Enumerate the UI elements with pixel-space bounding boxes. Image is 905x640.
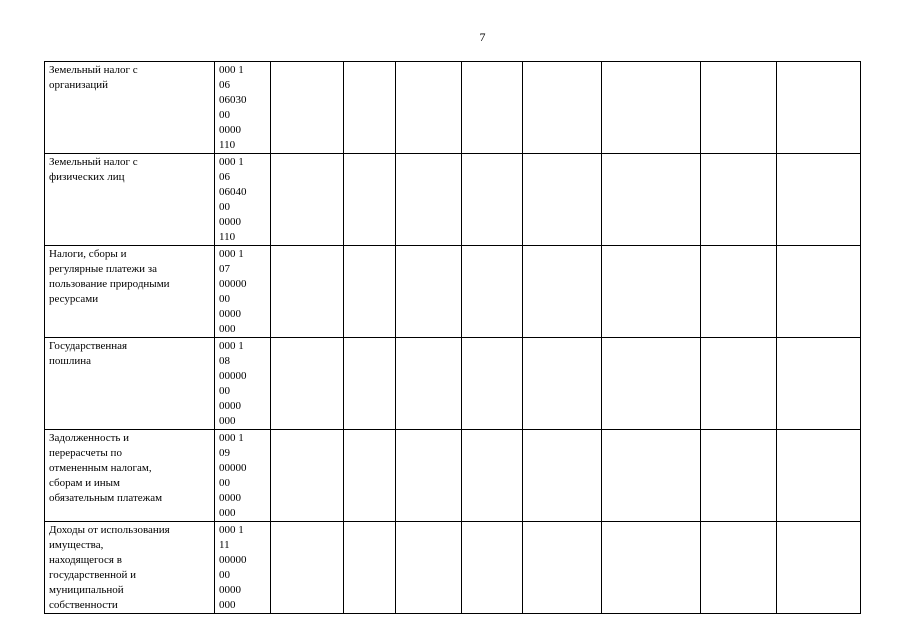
table-body — [45, 62, 861, 614]
value-cell — [523, 522, 602, 614]
value-cell — [777, 62, 861, 154]
value-cell — [602, 430, 701, 522]
value-cell — [462, 62, 523, 154]
revenue-name-cell — [45, 522, 215, 614]
value-cell — [344, 62, 396, 154]
value-cell — [344, 430, 396, 522]
value-cell — [396, 430, 462, 522]
value-cell — [523, 338, 602, 430]
budget-code-cell — [215, 246, 271, 338]
revenue-name: Доходы от использования имущества, находящегося в государственной и муниципальной собственности — [49, 524, 170, 611]
budget-code-cell — [215, 154, 271, 246]
budget-code-cell — [215, 522, 271, 614]
value-cell — [602, 154, 701, 246]
table-row — [45, 430, 861, 522]
value-cell — [777, 246, 861, 338]
revenue-name: Земельный налог с физических лиц — [49, 156, 138, 183]
value-cell — [701, 338, 777, 430]
value-cell — [523, 62, 602, 154]
revenue-name: Налоги, сборы и регулярные платежи за пользование природными ресурсами — [49, 248, 170, 305]
page-number: 7 — [479, 30, 486, 44]
budget-code-cell — [215, 338, 271, 430]
value-cell — [344, 246, 396, 338]
table-row — [45, 246, 861, 338]
value-cell — [396, 154, 462, 246]
value-cell — [462, 522, 523, 614]
value-cell — [396, 62, 462, 154]
budget-code-cell — [215, 430, 271, 522]
budget-code-cell — [215, 62, 271, 154]
revenue-name: Задолженность и перерасчеты по отмененным налогам, сборам и иным обязательным платежам — [49, 432, 163, 504]
value-cell — [602, 522, 701, 614]
value-cell — [777, 338, 861, 430]
budget-code: 000 1 08 00000 00 0000 000 — [219, 340, 247, 427]
table-row — [45, 62, 861, 154]
budget-code: 000 1 09 00000 00 0000 000 — [219, 432, 247, 519]
budget-revenue-table — [44, 61, 861, 614]
value-cell — [271, 154, 344, 246]
value-cell — [523, 430, 602, 522]
value-cell — [602, 338, 701, 430]
value-cell — [777, 430, 861, 522]
value-cell — [701, 522, 777, 614]
value-cell — [271, 522, 344, 614]
budget-code: 000 1 06 06040 00 0000 110 — [219, 156, 247, 243]
table-row — [45, 522, 861, 614]
value-cell — [396, 338, 462, 430]
revenue-name-cell — [45, 62, 215, 154]
value-cell — [462, 246, 523, 338]
table-row — [45, 338, 861, 430]
value-cell — [701, 430, 777, 522]
value-cell — [462, 430, 523, 522]
value-cell — [523, 154, 602, 246]
value-cell — [396, 246, 462, 338]
value-cell — [344, 522, 396, 614]
value-cell — [701, 246, 777, 338]
revenue-name-cell — [45, 338, 215, 430]
value-cell — [271, 338, 344, 430]
table-row — [45, 154, 861, 246]
revenue-name-cell — [45, 246, 215, 338]
value-cell — [602, 246, 701, 338]
value-cell — [602, 62, 701, 154]
value-cell — [271, 246, 344, 338]
budget-code: 000 1 11 00000 00 0000 000 — [219, 524, 247, 611]
value-cell — [777, 154, 861, 246]
value-cell — [777, 522, 861, 614]
value-cell — [701, 154, 777, 246]
revenue-name: Государственная пошлина — [49, 340, 128, 367]
value-cell — [701, 62, 777, 154]
revenue-name: Земельный налог с организаций — [49, 64, 138, 91]
revenue-name-cell — [45, 154, 215, 246]
value-cell — [344, 338, 396, 430]
budget-code: 000 1 06 06030 00 0000 110 — [219, 64, 247, 151]
value-cell — [462, 154, 523, 246]
revenue-name-cell — [45, 430, 215, 522]
budget-code: 000 1 07 00000 00 0000 000 — [219, 248, 247, 335]
value-cell — [462, 338, 523, 430]
value-cell — [344, 154, 396, 246]
value-cell — [271, 430, 344, 522]
value-cell — [396, 522, 462, 614]
value-cell — [271, 62, 344, 154]
value-cell — [523, 246, 602, 338]
